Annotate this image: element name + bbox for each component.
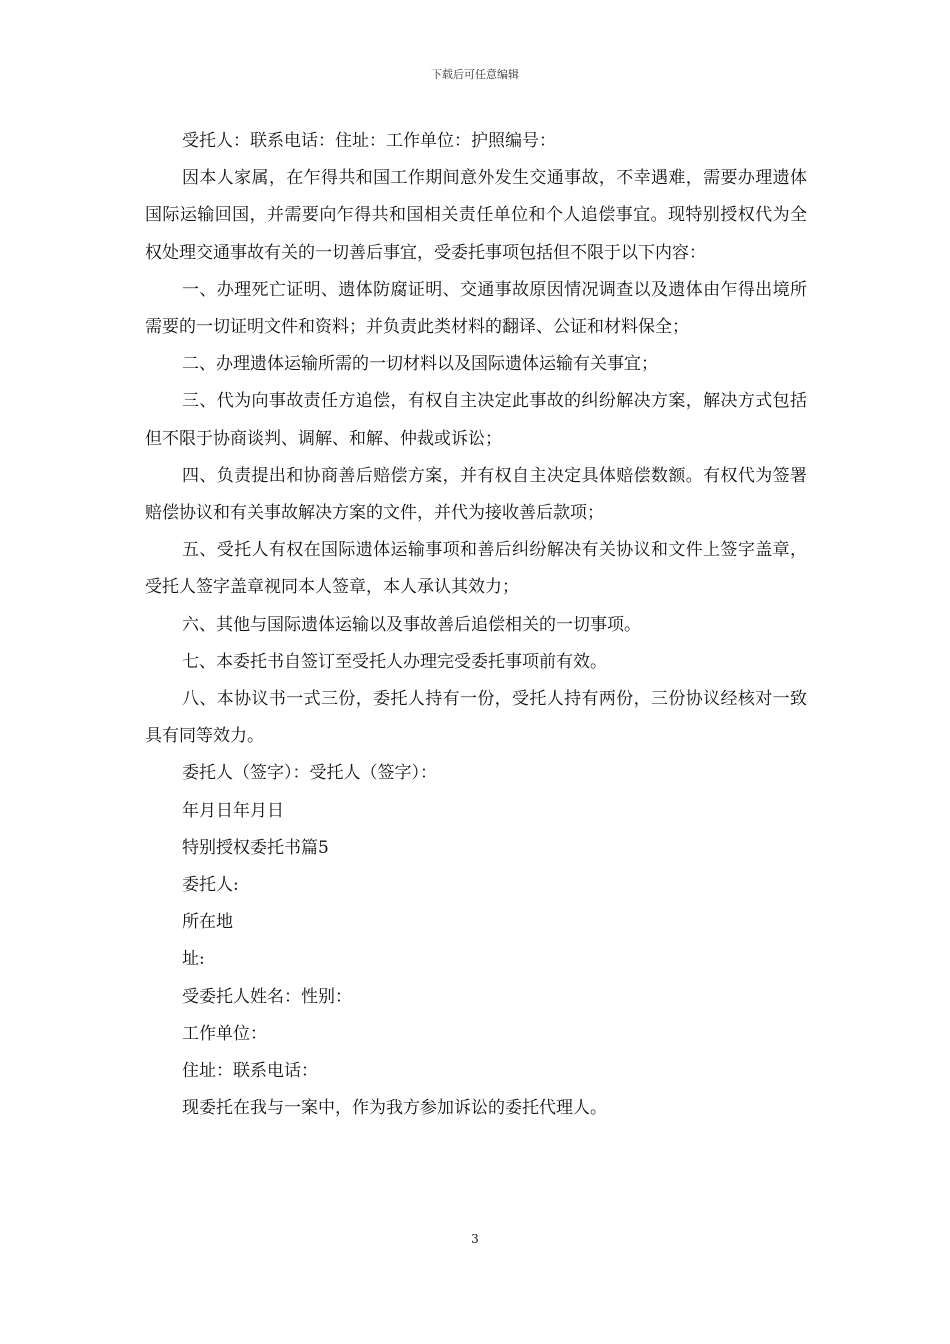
document-body	[145, 123, 807, 1127]
date-line: 年月日年月日	[182, 800, 284, 821]
paragraph-item-5: 五、受托人有权在国际遗体运输事项和善后纠纷解决有关协议和文件上签字盖章，受托人签字盖章视同本人签章，本人承认其效力；	[145, 540, 807, 598]
paragraph-item-8: 八、本协议书一式三份，委托人持有一份，受托人持有两份，三份协议经核对一致具有同等效力。	[145, 689, 807, 747]
paragraph-background: 因本人家属，在乍得共和国工作期间意外发生交通事故，不幸遇难，需要办理遗体国际运输回国，并需要向乍得共和国相关责任单位和个人追偿事宜。现特别授权代为全权处理交通事故有关的一切善后事宜，受委托事项包括但不限于以下内容：	[145, 168, 807, 263]
paragraph-item-2: 二、办理遗体运输所需的一切材料以及国际遗体运输有关事宜；	[182, 354, 658, 375]
paragraph-trustee-info: 受托人：联系电话：住址：工作单位：护照编号：	[182, 131, 556, 151]
field-work-unit: 工作单位：	[182, 1023, 267, 1044]
paragraph-item-7: 七、本委托书自签订至受托人办理完受委托事项前有效。	[182, 651, 607, 672]
signature-line: 委托人（签字）：受托人（签字）：	[182, 763, 437, 784]
paragraph-item-6: 六、其他与国际遗体运输以及事故善后追偿相关的一切事项。	[182, 614, 641, 635]
field-principal: 委托人:	[182, 875, 239, 896]
page-number: 3	[471, 1232, 479, 1246]
section-title: 特别授权委托书篇5	[182, 837, 329, 858]
paragraph-appointment: 现委托在我与一案中，作为我方参加诉讼的委托代理人。	[182, 1098, 607, 1119]
paragraph-item-3: 三、代为向事故责任方追偿，有权自主决定此事故的纠纷解决方案，解决方式包括但不限于协商谈判、调解、和解、仲裁或诉讼；	[145, 391, 807, 449]
field-address: 址:	[182, 949, 205, 970]
field-address-phone: 住址：联系电话：	[182, 1061, 318, 1082]
field-location: 所在地	[182, 912, 233, 933]
paragraph-item-4: 四、负责提出和协商善后赔偿方案，并有权自主决定具体赔偿数额。有权代为签署赔偿协议和有关事故解决方案的文件，并代为接收善后款项；	[145, 465, 807, 524]
paragraph-item-1: 一、办理死亡证明、遗体防腐证明、交通事故原因情况调查以及遗体由乍得出境所需要的一切证明文件和资料；并负责此类材料的翻译、公证和材料保全；	[145, 279, 807, 338]
field-agent-name-gender: 受委托人姓名：性别：	[182, 986, 352, 1007]
page-header: 下载后可任意编辑	[431, 68, 519, 81]
